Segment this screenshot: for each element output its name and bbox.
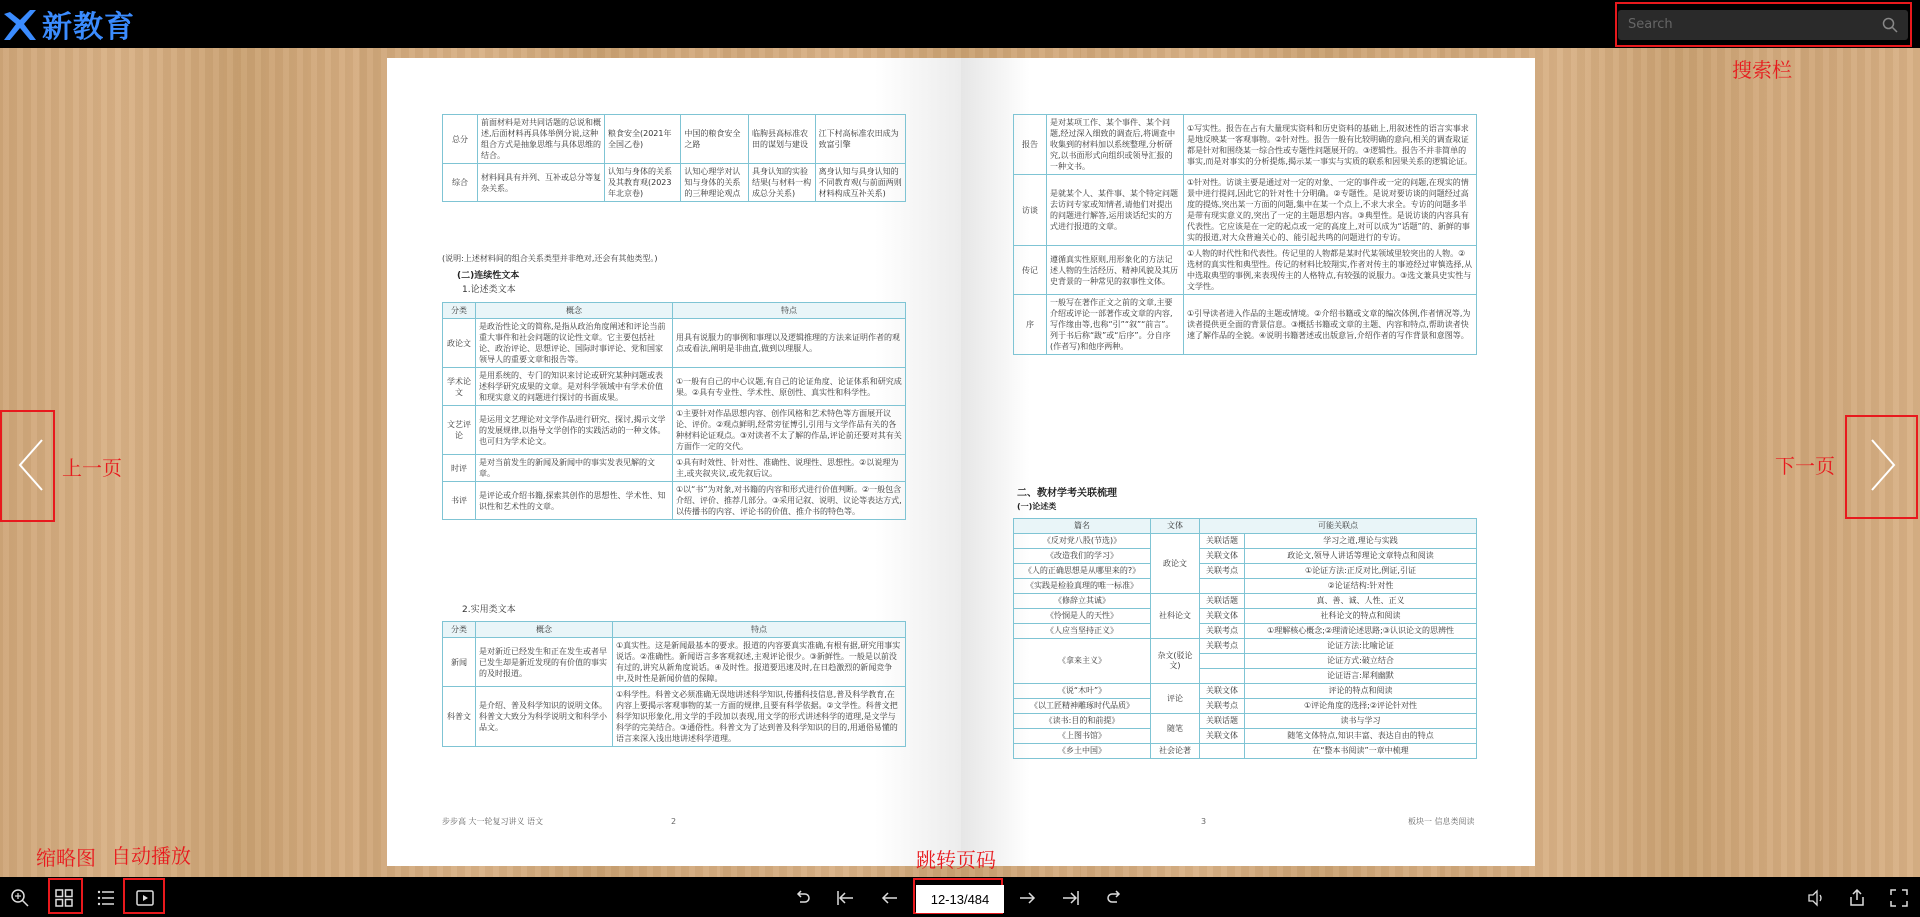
article-title: 《拿来主义》 — [1058, 656, 1106, 665]
table-row — [1014, 639, 1477, 654]
relation-type-cell — [1200, 744, 1245, 759]
relation-point-cell: 评论的特点和阅读 — [1245, 684, 1477, 699]
table-row — [1014, 699, 1477, 714]
feature-cell: 用具有说服力的事例和事理以及逻辑推理的方法来证明作者的观点或看法,阐明是非曲直,做到以理服人。 — [673, 319, 906, 368]
material-cell: 具身认知的实验结果(与材料一构成总分关系) — [749, 164, 816, 202]
relation-point-cell: 真、善、诚、人性、正义 — [1245, 594, 1477, 609]
relation-type-cell: 关联文体 — [1200, 729, 1245, 744]
subsection-title: 1.论述类文本 — [462, 285, 516, 295]
relation-point-cell: 读书与学习 — [1245, 714, 1477, 729]
logo-text: 新教育 — [42, 10, 135, 45]
genre-cell: 随笔 — [1151, 714, 1200, 744]
category-cell: 科普文 — [443, 687, 476, 747]
category-cell: 学术论文 — [443, 368, 476, 406]
feature-cell: ①科学性。科普文必须准确无误地讲述科学知识,传播科技信息,普及科学教育,在内容上要揭示客观事物的某一方面的规律,且要有科学依据。②文学性。科普文把科学知识形象化,用文学的手段加以表现,用文学的形式讲述科学的道理,是文学与科学的完美结合。③通俗性。科普文为了达到普及科学知识的目的,用通俗易懂的语言来深入浅出地讲述科学道理。 — [613, 687, 906, 747]
article-title-cell: 《说“木叶”》 — [1014, 684, 1151, 699]
article-title-cell: 《上图书馆》 — [1014, 729, 1151, 744]
relation-type-cell: 关联考点 — [1200, 624, 1245, 639]
row-description: 材料间具有并列、互补或总分等复杂关系。 — [478, 164, 605, 202]
row-description: 前面材料是对共同话题的总说和概述,后面材料再具体举例分说,这种组合方式是抽象思维与具体思维的结合。 — [478, 115, 605, 164]
redo-icon[interactable] — [1105, 888, 1125, 908]
relation-type-cell: 关联话题 — [1200, 714, 1245, 729]
fullscreen-icon[interactable] — [1889, 888, 1909, 908]
feature-cell: ①真实性。这是新闻最基本的要求。报道的内容要真实准确,有根有据,研究用事实说话。②准确性。新闻语言多客观叙述,主观评论很少。③新鲜性。一般是以前没有过的,讲究从新角度说话。④及时性。报道要迅速及时,在日趋激烈的新闻竞争中,及时性是新闻价值的保障。 — [613, 638, 906, 687]
article-title-cell: 《人应当坚持正义》 — [1014, 624, 1151, 639]
table-row — [443, 164, 906, 202]
logo-mark-icon — [2, 6, 38, 42]
feature-cell: ①以“书”为对象,对书籍的内容和形式进行价值判断。②一般包含介绍、评价、推荐几部分。③采用记叙、说明、议论等表达方式,以传播书的内容、评论书的价值、推介书的特色等。 — [673, 482, 906, 520]
table-row — [443, 115, 906, 164]
table-row — [443, 406, 906, 455]
relation-point-cell: 论证方式:破立结合 — [1245, 654, 1477, 669]
concept-cell: 一般写在著作正文之前的文章,主要介绍或评论一部著作或文章的内容,写作缘由等,也称“引”“叙”“前言”。列于书后称“跋”或“后序”。分自序(作者写)和他序两种。 — [1047, 295, 1184, 355]
relation-point-cell: 社科论文的特点和阅读 — [1245, 609, 1477, 624]
category-cell: 序 — [1014, 295, 1047, 355]
relation-point-cell: 政论文,领导人讲话等理论文章特点和阅读 — [1245, 549, 1477, 564]
relation-point-cell: 在“整本书阅读”一章中梳理 — [1245, 744, 1477, 759]
last-page-icon[interactable] — [1061, 888, 1081, 908]
thumbnails-icon[interactable] — [54, 888, 74, 908]
feature-cell: ①引导读者进入作品的主题或情境。②介绍书籍或文章的编次体例,作者情况等,为读者提供更全面的背景信息。③概括书籍或文章的主题、内容和特点,帮助读者快速了解作品的全貌。④说明书籍著述或出版意旨,介绍作者的写作背景和意图等。 — [1184, 295, 1477, 355]
goto-annotation: 跳转页码 — [916, 848, 996, 872]
article-title-cell: 《反对党八股(节选)》 — [1014, 534, 1151, 549]
material-cell: 中国的粮食安全之路 — [681, 115, 749, 164]
row-kind: 总分 — [443, 115, 478, 164]
section-title: 二、教材学考关联梳理 — [1017, 488, 1117, 499]
article-title-cell: 《改造我们的学习》 — [1014, 549, 1151, 564]
textbook-relation-table — [1013, 518, 1477, 759]
relation-type-cell — [1200, 579, 1245, 594]
table-row — [1014, 624, 1477, 639]
material-cell: 认知与身体的关系及其教育观(2023年北京卷) — [605, 164, 681, 202]
concept-cell: 遵循真实性原则,用形象化的方法记述人物的生活经历、精神风貌及其历史背景的一种常见的叙事性文体。 — [1047, 246, 1184, 295]
col-header: 特点 — [673, 303, 906, 319]
relation-type-cell: 关联话题 — [1200, 534, 1245, 549]
article-title-cell: 《以工匠精神雕琢时代品质》 — [1014, 699, 1151, 714]
genre-table — [1013, 114, 1477, 355]
relation-point-cell: 随笔文体特点,知识丰富、表达自由的特点 — [1245, 729, 1477, 744]
concept-cell: 是介绍、普及科学知识的说明文体。科普文大致分为科学说明文和科学小品文。 — [476, 687, 613, 747]
row-kind: 综合 — [443, 164, 478, 202]
search-input[interactable]: Search — [1628, 17, 1673, 32]
col-header: 概念 — [476, 303, 673, 319]
left-page — [387, 58, 961, 866]
search-highlight-box — [1615, 2, 1912, 47]
autoplay-icon[interactable] — [135, 888, 155, 908]
article-title-cell: 《修辞立其诚》 — [1014, 594, 1151, 609]
page-number-input[interactable] — [916, 885, 1004, 913]
genre-cell: 杂文(驳论文) — [1151, 639, 1200, 684]
table-row — [1014, 564, 1477, 579]
category-cell: 新闻 — [443, 638, 476, 687]
autoplay-annotation: 自动播放 — [111, 844, 191, 868]
concept-cell: 是对新近已经发生和正在发生或者早已发生却是新近发现的有价值的事实的及时报道。 — [476, 638, 613, 687]
category-cell: 时评 — [443, 455, 476, 482]
col-header: 分类 — [443, 622, 476, 638]
category-cell: 文艺评论 — [443, 406, 476, 455]
article-title-cell: 《读书:目的和前提》 — [1014, 714, 1151, 729]
relation-type-cell: 关联考点 — [1200, 639, 1245, 654]
article-title-cell — [1014, 639, 1151, 684]
thumbnails-annotation: 缩略图 — [36, 846, 96, 870]
relation-type-cell: 关联考点 — [1200, 564, 1245, 579]
col-header: 特点 — [613, 622, 906, 638]
sound-icon[interactable] — [1806, 888, 1826, 908]
brand-logo[interactable] — [2, 6, 135, 45]
material-cell: 临朐县高标准农田的谋划与建设 — [749, 115, 816, 164]
next-page-button[interactable] — [1860, 410, 1912, 520]
material-cell: 粮食安全(2021年全国乙卷) — [605, 115, 681, 164]
relation-type-cell: 关联文体 — [1200, 684, 1245, 699]
practical-table — [442, 621, 906, 747]
page-number: 2 — [671, 817, 677, 826]
relation-type-cell — [1200, 669, 1245, 684]
col-header: 文体 — [1151, 519, 1200, 534]
table-row — [1014, 609, 1477, 624]
relation-point-cell: ①评论角度的选择;②评论针对性 — [1245, 699, 1477, 714]
table-row — [1014, 175, 1477, 246]
flipbook — [387, 58, 1535, 866]
next-annotation: 下一页 — [1775, 454, 1835, 478]
prev-page-button[interactable] — [2, 410, 54, 520]
article-title-cell: 《怜悯是人的天性》 — [1014, 609, 1151, 624]
section-title: (二)连续性文本 — [457, 271, 520, 281]
table-row — [1014, 714, 1477, 729]
search-annotation: 搜索栏 — [1732, 58, 1792, 82]
feature-cell: ①写实性。报告在占有大量现实资料和历史资料的基础上,用叙述性的语言实事求是地反映某一客观事物。②针对性。报告一般有比较明确的意向,相关的调查取证都是针对和围绕某一综合性或专题性问题展开的。③逻辑性。报告不并非简单的事实,而是对事实的分析提炼,揭示某一事实与实质的联系和因果关系的逻辑论证。 — [1184, 115, 1477, 175]
table-row — [1014, 246, 1477, 295]
table-row — [443, 319, 906, 368]
table-row — [1014, 115, 1477, 175]
table-row — [443, 368, 906, 406]
material-cell: 离身认知与具身认知的不同教育观(与前面两则材料构成互补关系) — [815, 164, 905, 202]
concept-cell: 是对当前发生的新闻及新闻中的事实发表见解的文章。 — [476, 455, 673, 482]
relation-point-cell: 学习之道,理论与实践 — [1245, 534, 1477, 549]
genre-cell: 社会论著 — [1151, 744, 1200, 759]
table-row — [1014, 684, 1477, 699]
table-row — [443, 482, 906, 520]
feature-cell: ①具有时效性、针对性、准确性、说理性、思想性。②以说理为主,或夹叙夹议,或先叙后议。 — [673, 455, 906, 482]
combo-table — [442, 114, 906, 202]
concept-cell: 是评论或介绍书籍,探索其创作的思想性、学术性、知识性和艺术性的文章。 — [476, 482, 673, 520]
relation-point-cell: ①论证方法:正反对比,例证,引证 — [1245, 564, 1477, 579]
subsection-title: 2.实用类文本 — [462, 605, 516, 615]
prev-annotation: 上一页 — [62, 456, 122, 480]
col-header: 篇名 — [1014, 519, 1151, 534]
subsection-title: (一)论述类 — [1017, 502, 1057, 511]
category-cell: 书评 — [443, 482, 476, 520]
genre-cell: 评论 — [1151, 684, 1200, 714]
argument-table — [442, 302, 906, 520]
table-row — [443, 687, 906, 747]
right-page — [961, 58, 1535, 866]
concept-cell: 是运用文艺理论对文学作品进行研究、探讨,揭示文学的发展规律,以指导文学创作的实践活动的一种文体。也可归为学术论文。 — [476, 406, 673, 455]
relation-point-cell: 论证语言:犀利幽默 — [1245, 669, 1477, 684]
table-row — [1014, 594, 1477, 609]
concept-cell: 是用系统的、专门的知识来讨论或研究某种问题或表述科学研究成果的文章。是对科学领域中有学术价值和现实意义的问题进行探讨的书面成果。 — [476, 368, 673, 406]
relation-point-cell: ②论证结构:针对性 — [1245, 579, 1477, 594]
category-cell: 政论文 — [443, 319, 476, 368]
page-footer: 板块一 信息类阅读 — [1408, 817, 1475, 826]
previous-arrow-icon[interactable] — [880, 888, 900, 908]
feature-cell: ①一般有自己的中心议题,有自己的论证角度、论证体系和研究成果。②具有专业性、学术性、原创性、真实性和科学性。 — [673, 368, 906, 406]
article-title-cell: 《人的正确思想是从哪里来的?》 — [1014, 564, 1151, 579]
concept-cell: 是就某个人、某件事、某个特定问题去访问专家或知情者,请他们对提出的问题进行解答,运用谈话纪实的方式进行报道的文章。 — [1047, 175, 1184, 246]
table-row — [443, 638, 906, 687]
share-icon[interactable] — [1847, 888, 1867, 908]
page-number: 3 — [1201, 817, 1207, 826]
relation-type-cell — [1200, 654, 1245, 669]
material-cell: 认知心理学对认知与身体的关系的三种理论观点 — [681, 164, 749, 202]
table-row — [1014, 729, 1477, 744]
undo-icon[interactable] — [792, 888, 812, 908]
table-row — [1014, 549, 1477, 564]
feature-cell: ①针对性。访谈主要是通过对一定的对象、一定的事件或一定的问题,在现实的情景中进行提问,因此它的针对性十分明确。②专题性。是说对要访谈的问题经过高度的提炼,突出某一方面的问题,集中在某一个点上,不求大求全。专访的问题多半是带有现实意义的,突出了一定的主题思想内容。③典型性。是说访谈的内容具有代表性。它应该是在一定的起点或一定的高度上,对可以成为“话题”的、新鲜的事实的报道,对大众普遍关心的、能引起共鸣的问题进行的专访。 — [1184, 175, 1477, 246]
genre-cell: 政论文 — [1151, 534, 1200, 594]
category-cell: 访谈 — [1014, 175, 1047, 246]
table-note: (说明:上述材料间的组合关系类型并非绝对,还会有其他类型。) — [442, 254, 658, 263]
relation-type-cell: 关联文体 — [1200, 549, 1245, 564]
relation-point-cell: 论证方法:比喻论证 — [1245, 639, 1477, 654]
next-arrow-icon[interactable] — [1017, 888, 1037, 908]
relation-type-cell: 关联话题 — [1200, 594, 1245, 609]
genre-cell: 社科论文 — [1151, 594, 1200, 639]
table-row — [1014, 534, 1477, 549]
table-row — [1014, 744, 1477, 759]
page-footer: 步步高 大一轮复习讲义 语文 — [442, 817, 544, 826]
table-row — [443, 455, 906, 482]
category-cell: 传记 — [1014, 246, 1047, 295]
zoom-in-icon[interactable] — [10, 888, 30, 908]
first-page-icon[interactable] — [835, 888, 855, 908]
relation-type-cell: 关联考点 — [1200, 699, 1245, 714]
relation-point-cell: ①理解核心概念;②理清论述思路;③认识论文的思辨性 — [1245, 624, 1477, 639]
col-header: 可能关联点 — [1200, 519, 1477, 534]
article-title-cell: 《实践是检验真理的唯一标准》 — [1014, 579, 1151, 594]
concept-cell: 是政治性论文的简称,是指从政治角度阐述和评论当前重大事件和社会问题的议论性文章。它主要包括社论、政治评论、思想评论、国际时事评论、党和国家领导人的重要文章和报告等。 — [476, 319, 673, 368]
material-cell: 江下村高标准农田成为致富引擎 — [815, 115, 905, 164]
article-title-cell: 《乡土中国》 — [1014, 744, 1151, 759]
table-of-contents-icon[interactable] — [96, 888, 116, 908]
concept-cell: 是对某项工作、某个事件、某个问题,经过深入细致的调查后,将调查中收集到的材料加以系统整理,分析研究,以书面形式向组织或领导汇报的一种文书。 — [1047, 115, 1184, 175]
feature-cell: ①人物的时代性和代表性。传记里的人物都是某时代某领域里较突出的人物。②选材的真实性和典型性。传记的材料比较翔实,作者对传主的事迹经过审慎选择,从中选取典型的事例,来表现传主的人格特点,有较强的说服力。③选文兼具史实性与文学性。 — [1184, 246, 1477, 295]
table-row — [1014, 579, 1477, 594]
col-header: 分类 — [443, 303, 476, 319]
category-cell: 报告 — [1014, 115, 1047, 175]
relation-type-cell: 关联文体 — [1200, 609, 1245, 624]
col-header: 概念 — [476, 622, 613, 638]
table-row — [1014, 295, 1477, 355]
feature-cell: ①主要针对作品思想内容、创作风格和艺术特色等方面展开议论、评价。②观点鲜明,经常旁征博引,引用与文学作品有关的各种材料论证观点。③对读者不太了解的作品,评论前还要对其有关方面作一定的交代。 — [673, 406, 906, 455]
